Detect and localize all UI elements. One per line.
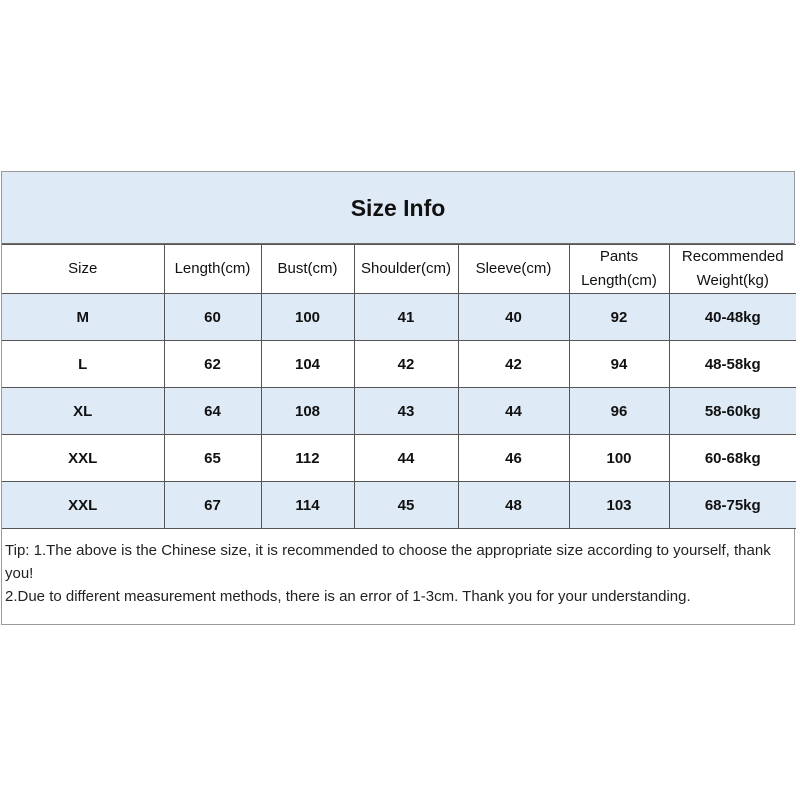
table-cell: XXL: [2, 435, 164, 482]
table-cell: 100: [261, 294, 354, 341]
table-row: [2, 341, 796, 388]
header-pants-line2: Length(cm): [581, 272, 657, 289]
table-cell: 94: [569, 341, 669, 388]
tips-note: [5, 539, 791, 608]
table-cell: 42: [458, 341, 569, 388]
table-cell: 92: [569, 294, 669, 341]
header-cell-shoulder: Shoulder(cm): [354, 245, 458, 294]
table-cell: 100: [569, 435, 669, 482]
table-row: [2, 482, 796, 529]
table-cell: 45: [354, 482, 458, 529]
table-row: [2, 388, 796, 435]
tip-line-2: 2.Due to different measurement methods, there is an error of 1-3cm. Thank you for your understanding.: [5, 588, 691, 605]
size-chart-title: Size Info: [350, 195, 446, 221]
table-cell: 112: [261, 435, 354, 482]
table-cell: 64: [164, 388, 261, 435]
table-cell: 96: [569, 388, 669, 435]
table-cell: 41: [354, 294, 458, 341]
header-row: [2, 245, 796, 294]
header-cell-size: Size: [2, 245, 164, 294]
table-cell: 44: [354, 435, 458, 482]
table-cell: 42: [354, 341, 458, 388]
table-cell: XL: [2, 388, 164, 435]
table-cell: 67: [164, 482, 261, 529]
table-row: [2, 435, 796, 482]
header-pants-line1: Pants: [599, 248, 639, 265]
table-cell: 48-58kg: [669, 341, 796, 388]
table-row: [2, 294, 796, 341]
table-cell: 65: [164, 435, 261, 482]
table-cell: 103: [569, 482, 669, 529]
table-cell: 104: [261, 341, 354, 388]
tip-line-1: Tip: 1.The above is the Chinese size, it is recommended to choose the appropriate size according to yourself, thank you!: [5, 542, 771, 582]
header-cell-length: Length(cm): [164, 245, 261, 294]
header-cell-sleeve: Sleeve(cm): [458, 245, 569, 294]
title-bar: [2, 172, 794, 244]
header-cell-pants-length: [569, 245, 669, 294]
size-chart: [1, 171, 795, 625]
table-cell: 46: [458, 435, 569, 482]
table-cell: L: [2, 341, 164, 388]
table-cell: 48: [458, 482, 569, 529]
table-cell: 40: [458, 294, 569, 341]
size-table: [2, 244, 796, 529]
table-cell: 44: [458, 388, 569, 435]
table-cell: 40-48kg: [669, 294, 796, 341]
header-cell-bust: Bust(cm): [261, 245, 354, 294]
header-weight-line2: Weight(kg): [696, 272, 769, 289]
table-cell: M: [2, 294, 164, 341]
table-cell: 108: [261, 388, 354, 435]
table-cell: 62: [164, 341, 261, 388]
header-cell-recommended-weight: [669, 245, 796, 294]
header-weight-line1: Recommended: [681, 248, 784, 265]
table-cell: 68-75kg: [669, 482, 796, 529]
table-cell: 58-60kg: [669, 388, 796, 435]
table-cell: 60: [164, 294, 261, 341]
table-cell: 60-68kg: [669, 435, 796, 482]
table-cell: 114: [261, 482, 354, 529]
table-cell: XXL: [2, 482, 164, 529]
table-cell: 43: [354, 388, 458, 435]
